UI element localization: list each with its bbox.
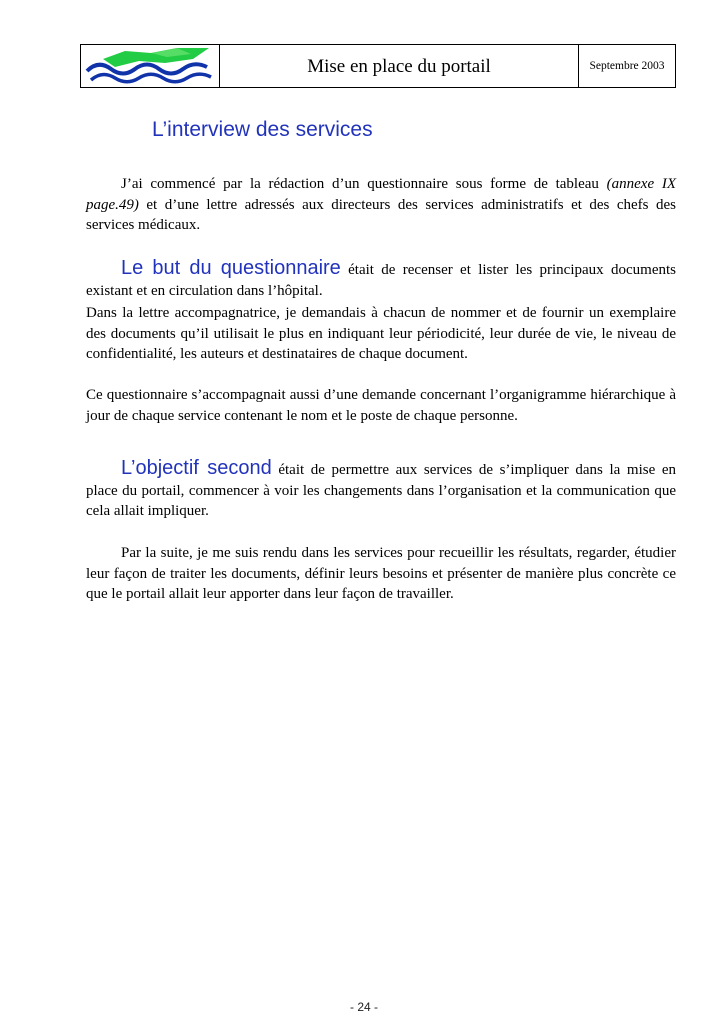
paragraph-2-text: était de recenser et lister les principaux documents existant et en circulation dans l’hôpital. [86, 262, 676, 299]
paragraph-5 [86, 458, 676, 522]
paragraph-6 [86, 543, 676, 605]
header-date: Septembre 2003 [589, 60, 665, 72]
header-title: Mise en place du portail [220, 45, 579, 87]
page-number: - 24 - [349, 1000, 378, 1014]
waves-logo-icon [81, 45, 219, 87]
paragraph-6-text: Par la suite, je me suis rendu dans les services pour recueillir les résultats, regarder, étudier leur façon de traiter les documents, définir leurs besoins et présenter de manière plus concrète ce que le portail allait leur apporter dans leur façon de travailler. [86, 545, 676, 602]
paragraph-4-text: Ce questionnaire s’accompagnait aussi d’une demande concernant l’organigramme hiérarchique à jour de chaque service contenant le nom et le poste de chaque personne. [86, 387, 676, 424]
paragraph-3 [86, 303, 676, 365]
page-header [80, 44, 676, 88]
header-logo-cell [81, 45, 220, 87]
paragraph-2-lead: Le but du questionnaire [121, 257, 341, 279]
paragraph-4 [86, 385, 676, 426]
paragraph-5-text: était de permettre aux services de s’impliquer dans la mise en place du portail, commencer à voir les changements dans l’organisation et la communication que cela allait impliquer. [86, 462, 676, 519]
paragraph-1-text-b: et d’une lettre adressés aux directeurs des services administratifs et des chefs des services médicaux. [86, 196, 676, 233]
paragraph-5-lead: L’objectif second [121, 457, 272, 479]
paragraph-2 [86, 258, 676, 301]
paragraph-3-text: Dans la lettre accompagnatrice, je demandais à chacun de nommer et de fournir un exemplaire des documents qu’il utilisait le plus en indiquant leur périodicité, leur durée de vie, le niveau de confidentialité, les auteurs et destinataires de chaque document. [86, 305, 676, 362]
paragraph-1-annex-reference: (annexe IX page.49) [86, 176, 676, 213]
paragraph-1-text-a: J’ai commencé par la rédaction d’un questionnaire sous forme de tableau [121, 176, 607, 192]
section-heading: L’interview des services [152, 118, 373, 141]
paragraph-1 [86, 174, 676, 236]
